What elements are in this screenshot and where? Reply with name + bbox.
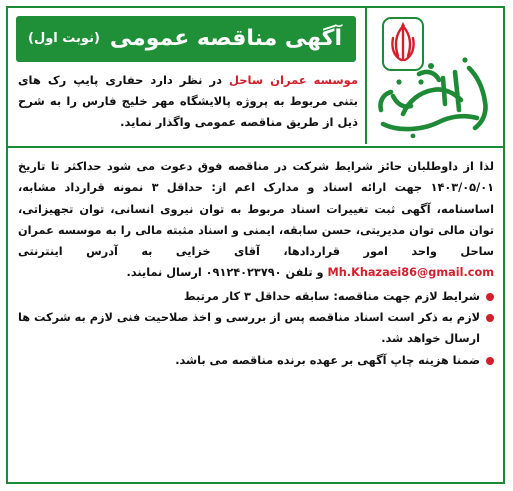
conditions-list [18,286,494,371]
ad-body [18,156,494,371]
phone-label: و تلفن [281,266,328,280]
intro-text [18,70,358,133]
ad-header [8,8,503,148]
logo-box [365,8,503,144]
ad-title: آگهی مناقصه عمومی [109,26,342,51]
list-item-text: شرایط لازم جهت مناقصه: سابقه حداقل ۳ کار مرتبط [183,289,480,303]
list-item [18,350,494,371]
tender-advertisement [6,6,505,484]
contact-phone: ۰۹۱۲۴۰۲۳۷۹۰ [205,266,282,280]
list-item [18,307,494,350]
bullet-dot-icon [486,357,494,365]
round-note: (نوبت اول) [28,31,100,46]
list-item-text: ضمنا هزینه چاپ آگهی بر عهده برنده مناقصه می باشد. [175,353,480,367]
list-item-text: لازم به ذکر است اسناد مناقصه پس از بررسی و اخذ صلاحیت فنی لازم به شرکت ها ارسال خواهد شد. [18,311,480,346]
khatam-logo-script [373,52,499,138]
organization-name: موسسه عمران ساحل [229,73,358,87]
main-paragraph-end: ارسال نمایند. [126,266,206,280]
list-item [18,286,494,307]
intro-description: در نظر دارد حفاری پایپ رک های بتنی مربوط به پروژه پالایشگاه مهر خلیج فارس را به شرح ذیل از طریق مناقصه عمومی واگذار نماید. [18,73,358,129]
main-paragraph [18,156,494,284]
bullet-dot-icon [486,314,494,322]
title-banner [16,16,356,62]
bullet-dot-icon [486,293,494,301]
contact-email[interactable]: Mh.Khazaei86@gmail.com [327,266,494,280]
main-paragraph-text: لذا از داوطلبان حائز شرایط شرکت در مناقصه فوق دعوت می شود حداکثر تا تاریخ ۱۴۰۳/۰۵/۰۱ جهت ارائه اسناد و مدارک اعم از: حداقل ۳ نمونه قرارداد مشابه، اساسنامه، آگهی ثبت تغییرات اسناد مربوط به توان نیروی انسانی، توان تجهیزاتی، توان مالی توان مدیریتی، حسن سابقه، ایمنی و اسناد مثبته مالی را به موسسه عمران ساحل واحد امور قراردادها، آقای خزایی به آدرس اینترنتی [18,160,494,259]
